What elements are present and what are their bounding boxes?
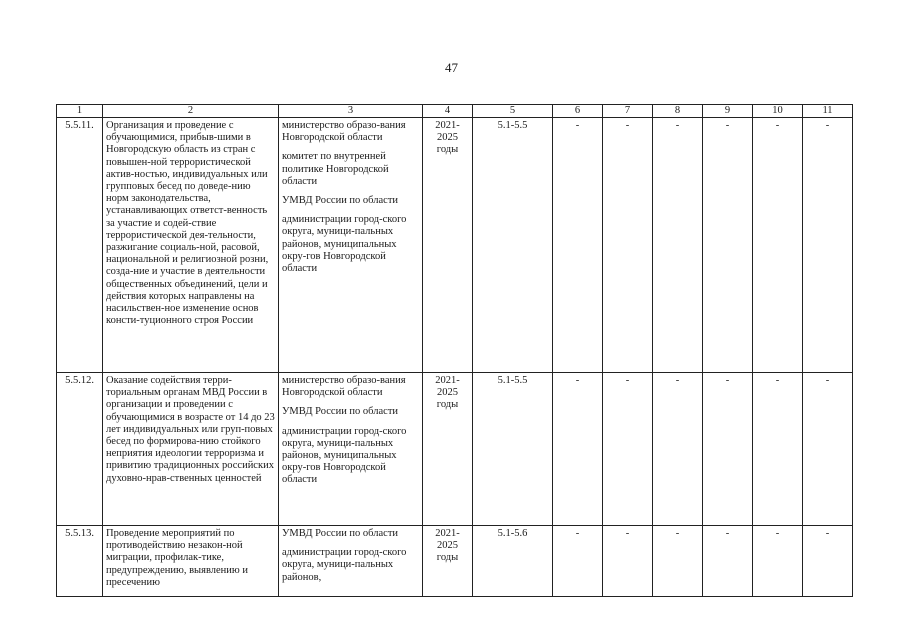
value-cell: - (653, 118, 703, 373)
page-number: 47 (445, 60, 458, 75)
value-cell: - (603, 526, 653, 597)
executor: УМВД России по области (282, 406, 399, 418)
header-cell-3: 3 (279, 105, 423, 118)
value-cell: - (603, 118, 653, 373)
executors-cell (279, 526, 423, 597)
value-cell: - (703, 373, 753, 526)
header-cell-8: 8 (653, 105, 703, 118)
implementation-years: 2021-2025 годы (423, 526, 473, 597)
header-cell-2: 2 (103, 105, 279, 118)
target-indicators: 5.1-5.5 (473, 373, 553, 526)
header-cell-10: 10 (753, 105, 803, 118)
value-cell: - (603, 373, 653, 526)
row-number: 5.5.11. (57, 118, 103, 373)
value-cell: - (803, 118, 853, 373)
header-cell-7: 7 (603, 105, 653, 118)
executors-cell (279, 118, 423, 373)
executor: администрации город-ского округа, муници-пальных районов, муниципальных окру-гов Новгородской области (282, 214, 407, 275)
executor: министерство образо-вания Новгородской области (282, 120, 406, 144)
header-row (57, 105, 853, 118)
row-number: 5.5.13. (57, 526, 103, 597)
executor: УМВД России по области (282, 195, 399, 207)
row-number: 5.5.12. (57, 373, 103, 526)
executor: администрации город-ского округа, муници-пальных районов, муниципальных окру-гов Новгородской области (282, 425, 407, 486)
value-cell: - (703, 526, 753, 597)
activities-table (56, 104, 853, 597)
executor: министерство образо-вания Новгородской области (282, 375, 406, 399)
executor: комитет по внутренней политике Новгородской области (282, 151, 389, 187)
value-cell: - (703, 118, 753, 373)
value-cell: - (553, 118, 603, 373)
target-indicators: 5.1-5.5 (473, 118, 553, 373)
table-row (57, 526, 853, 597)
header-cell-4: 4 (423, 105, 473, 118)
value-cell: - (803, 526, 853, 597)
executor: администрации город-ского округа, муници-пальных районов, (282, 547, 407, 583)
header-cell-5: 5 (473, 105, 553, 118)
value-cell: - (553, 373, 603, 526)
table-row (57, 118, 853, 373)
header-cell-11: 11 (803, 105, 853, 118)
table-row (57, 373, 853, 526)
executors-cell (279, 373, 423, 526)
value-cell: - (653, 373, 703, 526)
implementation-years: 2021-2025 годы (423, 373, 473, 526)
implementation-years: 2021-2025 годы (423, 118, 473, 373)
value-cell: - (553, 526, 603, 597)
value-cell: - (753, 373, 803, 526)
executor: УМВД России по области (282, 528, 399, 539)
header-cell-1: 1 (57, 105, 103, 118)
header-cell-6: 6 (553, 105, 603, 118)
activity-description: Проведение мероприятий по противодействию незакон-ной миграции, профилак-тике, предупреждению, выявлению и пресечению (103, 526, 279, 597)
value-cell: - (803, 373, 853, 526)
value-cell: - (753, 118, 803, 373)
header-cell-9: 9 (703, 105, 753, 118)
activity-description: Оказание содействия терри-ториальным органам МВД России в организации и проведении с обучающимися в возрасте от 14 до 23 лет индивидуальных или груп-повых бесед по формирова-нию стойкого неприятия идеологии терроризма и привитию традиционных российских духовно-нрав-ственных ценностей (103, 373, 279, 526)
value-cell: - (653, 526, 703, 597)
value-cell: - (753, 526, 803, 597)
target-indicators: 5.1-5.6 (473, 526, 553, 597)
activity-description: Организация и проведение с обучающимися, прибыв-шими в Новгородскую область из стран с повышен-ной террористической актив-ностью, индивидуальных или групповых бесед по доведе-нию норм законодательства, устанавливающих ответст-венность за участие и содей-ствие террористической дея-тельности, разжигание социаль-ной, расовой, национальной и религиозной розни, созда-ние и участие в деятельности общественных объединений, цели и действия которых направлены на насильствен-ное изменение основ консти-туционного строя России (103, 118, 279, 373)
